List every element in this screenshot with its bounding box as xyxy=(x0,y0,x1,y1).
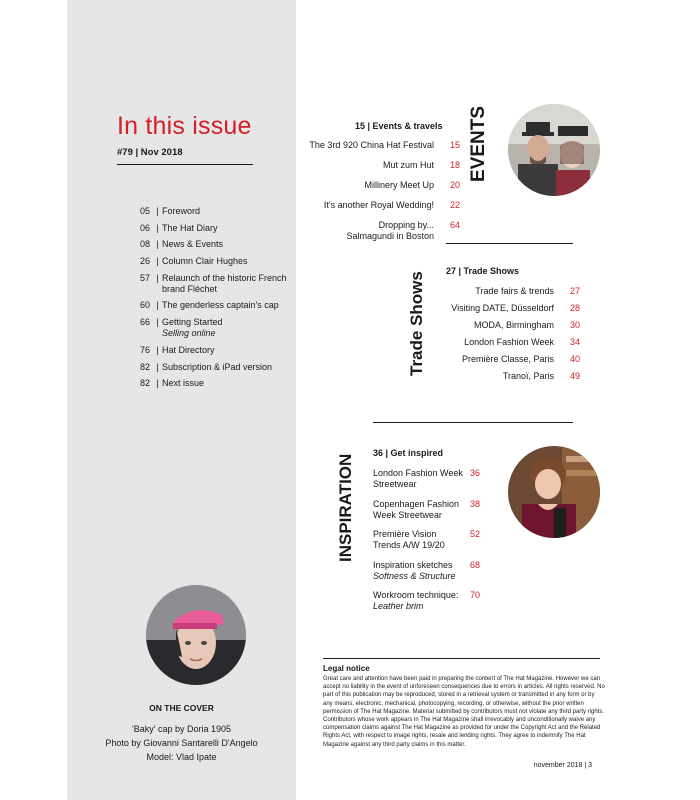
cover-model-photo xyxy=(146,585,246,685)
article-title: Copenhagen Fashion xyxy=(373,498,460,509)
toc-page-number: 66 xyxy=(140,317,151,328)
trade-list xyxy=(420,286,580,382)
trade-vertical-title: Trade Shows xyxy=(407,271,426,376)
article-title: Dropping by... xyxy=(378,220,434,230)
list-item[interactable] xyxy=(300,200,460,211)
page-number: 40 xyxy=(569,354,580,364)
article-subtitle: Trends A/W 19/20 xyxy=(373,540,445,550)
legal-notice-text: Great care and attention have been paid in preparing the content of The Hat Magazine. However we can accept no liability in the event of unforeseen consequences due to errors in articles. All rights reserved. No part of this publication may be reproduced, stored in a retrieval system or transmitted in any form or by any means, electronic, mechanical, photocopying, recording, or otherwise, without the prior written permission of The Hat Magazine. Material submitted by contributors must not violate any third party rights. Contributors whose work appears in The Hat Magazine shall irrevocably and unconditionally waive any compensation claims against The Hat Magazine as provided for under the Copyright Act and the Related Rights Act, with respect to image rights, resale and lending rights. They agree to indemnify The Hat Magazine against any third party claims in this matter. xyxy=(323,676,605,748)
page-number: 64 xyxy=(449,220,460,230)
page-number: 36 xyxy=(470,468,481,478)
article-title: Millinery Meet Up xyxy=(364,180,434,190)
page-number: 18 xyxy=(449,160,460,170)
toc-page-number: 82 xyxy=(140,378,151,389)
inspiration-vertical-title: INSPIRATION xyxy=(336,453,355,562)
toc-item[interactable] xyxy=(140,317,290,339)
list-item[interactable] xyxy=(420,337,580,348)
article-title: The 3rd 920 China Hat Festival xyxy=(309,140,434,150)
article-title: London Fashion Week xyxy=(464,337,554,347)
inspiration-heading: 36 | Get inspired xyxy=(373,448,444,458)
toc-page-number: 05 xyxy=(140,206,151,216)
article-title: Première Vision xyxy=(373,529,437,539)
toc-title: Next issue xyxy=(162,378,205,389)
list-item[interactable] xyxy=(420,320,580,331)
toc-separator: | xyxy=(156,300,159,311)
toc-title: Getting Started xyxy=(162,317,223,328)
article-title: London Fashion Week xyxy=(373,468,463,478)
page-number: 22 xyxy=(449,200,460,210)
toc-title: The Hat Diary xyxy=(162,222,218,233)
toc-title: Hat Directory xyxy=(162,344,215,355)
article-title: Inspiration sketches xyxy=(373,559,453,570)
table-of-contents xyxy=(140,206,290,395)
list-item[interactable] xyxy=(420,354,580,365)
list-item[interactable] xyxy=(300,180,460,191)
list-item[interactable] xyxy=(300,220,460,242)
list-item[interactable] xyxy=(373,499,493,521)
toc-item[interactable] xyxy=(140,206,290,217)
toc-item[interactable] xyxy=(140,362,290,373)
article-subtitle: Streetwear xyxy=(373,479,417,489)
events-heading: 15 | Events & travels xyxy=(355,121,443,131)
section-divider xyxy=(373,422,573,423)
toc-title: Column Clair Hughes xyxy=(162,256,248,267)
article-title: Visiting DATE, Düsseldorf xyxy=(451,303,554,313)
legal-divider xyxy=(323,658,600,659)
list-item[interactable] xyxy=(420,303,580,314)
toc-title: The genderless captain's cap xyxy=(162,300,279,311)
page-number: 20 xyxy=(449,180,460,190)
list-item[interactable] xyxy=(373,590,493,612)
page-number: 70 xyxy=(470,590,481,600)
list-item[interactable] xyxy=(300,140,460,151)
article-subtitle: Salmagundi in Boston xyxy=(346,231,434,241)
article-title: It's another Royal Wedding! xyxy=(323,200,434,210)
inspiration-photo xyxy=(508,446,600,538)
list-item[interactable] xyxy=(373,468,493,490)
page-number: 38 xyxy=(470,498,481,509)
list-item[interactable] xyxy=(420,371,580,382)
toc-item[interactable] xyxy=(140,239,290,250)
section-divider xyxy=(446,243,573,244)
toc-item[interactable] xyxy=(140,378,290,389)
cover-credits xyxy=(67,722,296,764)
toc-separator: | xyxy=(156,361,159,372)
page-number: 15 xyxy=(449,140,460,150)
toc-page-number: 06 xyxy=(140,222,151,233)
cover-model-credit: Model: Vlad Ipate xyxy=(146,752,217,762)
events-photo xyxy=(508,104,600,196)
article-title: Première Classe, Paris xyxy=(461,354,554,364)
toc-item[interactable] xyxy=(140,273,290,295)
events-vertical-title: EVENTS xyxy=(468,105,489,182)
article-title: Mut zum Hut xyxy=(382,160,434,170)
toc-page-number: 57 xyxy=(140,272,151,283)
toc-item[interactable] xyxy=(140,223,290,234)
list-item[interactable] xyxy=(373,560,493,582)
toc-page-number: 82 xyxy=(140,361,151,372)
toc-separator: | xyxy=(156,344,159,355)
title-divider xyxy=(117,164,253,165)
toc-separator: | xyxy=(156,272,159,283)
toc-separator: | xyxy=(156,256,159,267)
article-title: Workroom technique: xyxy=(373,590,459,600)
article-title: MODA, Birmingham xyxy=(473,320,554,330)
toc-page-number: 76 xyxy=(140,344,151,355)
toc-page-number: 26 xyxy=(140,256,151,267)
page-number: 68 xyxy=(470,559,481,570)
toc-item[interactable] xyxy=(140,300,290,311)
toc-separator: | xyxy=(156,239,159,250)
list-item[interactable] xyxy=(373,529,493,551)
toc-separator: | xyxy=(156,222,159,233)
cover-cap-credit: 'Baky' cap by Doria 1905 xyxy=(132,724,231,734)
toc-title: News & Events xyxy=(162,239,224,250)
issue-number: #79 | Nov 2018 xyxy=(117,147,183,158)
toc-subtitle: Selling online xyxy=(162,328,216,339)
list-item[interactable] xyxy=(420,286,580,297)
page-number: 52 xyxy=(470,529,481,539)
cover-photo-credit: Photo by Giovanni Santarelli D'Angelo xyxy=(105,738,258,748)
toc-item[interactable] xyxy=(140,345,290,356)
toc-page-number: 08 xyxy=(140,239,151,250)
page-number: 49 xyxy=(569,371,580,381)
page-footer: november 2018 | 3 xyxy=(533,762,592,769)
inspiration-list xyxy=(373,468,493,621)
toc-title: Relaunch of the historic French brand Fléchet xyxy=(162,272,287,294)
toc-separator: | xyxy=(156,206,159,216)
article-title: Trade fairs & trends xyxy=(475,286,554,296)
page-number: 30 xyxy=(569,320,580,330)
toc-separator: | xyxy=(156,317,159,328)
article-title: Tranoï, Paris xyxy=(502,371,554,381)
article-subtitle: Softness & Structure xyxy=(373,570,456,581)
toc-title: Subscription & iPad version xyxy=(162,361,273,372)
toc-item[interactable] xyxy=(140,256,290,267)
article-subtitle: Week Streetwear xyxy=(373,509,442,520)
legal-notice-title: Legal notice xyxy=(323,664,370,673)
trade-heading: 27 | Trade Shows xyxy=(446,266,520,276)
events-list xyxy=(300,140,460,242)
article-subtitle: Leather brim xyxy=(373,601,424,611)
toc-title: Foreword xyxy=(162,206,201,216)
list-item[interactable] xyxy=(300,160,460,171)
page-title: In this issue xyxy=(117,112,252,140)
toc-page-number: 60 xyxy=(140,300,151,311)
page-number: 34 xyxy=(569,337,580,347)
page-number: 28 xyxy=(569,303,580,313)
cover-label: ON THE COVER xyxy=(149,703,214,713)
page-number: 27 xyxy=(569,286,580,296)
toc-separator: | xyxy=(156,378,159,389)
